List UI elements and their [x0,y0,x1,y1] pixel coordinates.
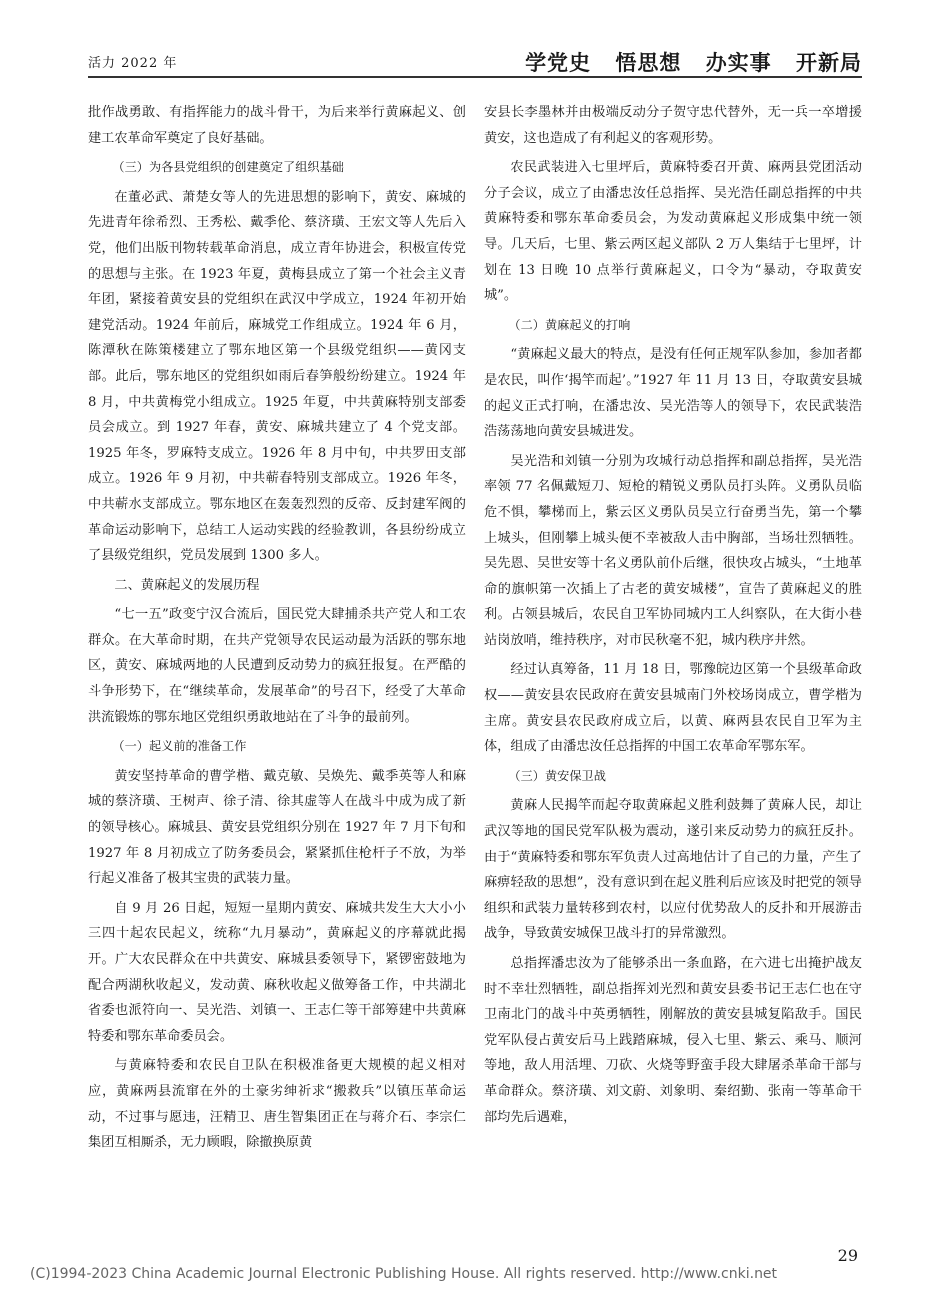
paragraph: 吴光浩和刘镇一分别为攻城行动总指挥和副总指挥，吴光浩率领 77 名佩戴短刀、短枪的精锐义勇队员打头阵。义勇队员临危不惧，攀梯而上，紫云区义勇队员吴立行奋勇当先，第一个攀上城头，但刚攀上城头便不幸被敌人击中胸部，当场壮烈牺牲。吴先恩、吴世安等十名义勇队前仆后继，很快攻占城头，“土地革命的旗帜第一次插上了古老的黄安城楼”，宣告了黄麻起义的胜利。占领县城后，农民自卫军协同城内工人纠察队，在大街小巷站岗放哨，维持秩序，对市民秋毫不犯，城内秩序井然。 [484,453,862,648]
subsection-heading: （三）为各县党组织的创建奠定了组织基础 [112,160,344,175]
paragraph: 黄安坚持革命的曹学楷、戴克敏、吴焕先、戴季英等人和麻城的蔡济璜、王树声、徐子清、徐其虚等人在战斗中成为成了新的领导核心。麻城县、黄安县党组织分别在 1927 年 7 月下旬和 1927 年 8 月初成立了防务委员会，紧紧抓住枪杆子不放，为举行起义准备了极其宝贵的武装力量。 [88,768,466,887]
subsection-heading: （二）黄麻起义的打响 [508,317,631,332]
paragraph: 黄麻人民揭竿而起夺取黄麻起义胜利鼓舞了黄麻人民，却让武汉等地的国民党军队极为震动，遂引来反动势力的疯狂反扑。由于“黄麻特委和鄂东军负责人过高地估计了自己的力量，产生了麻痹轻敌的思想”，没有意识到在起义胜利后应该及时把党的领导组织和武装力量转移到农村，以应付优势敌人的反扑和开展游击战争，导致黄安城保卫战斗打的异常激烈。 [484,798,862,942]
page-number: 29 [837,1246,858,1265]
left-column [88,100,466,1156]
paragraph: 总指挥潘忠汝为了能够杀出一条血路，在六进七出掩护战友时不幸壮烈牺牲，副总指挥刘光烈和黄安县委书记王志仁也在守卫南北门的战斗中英勇牺牲，刚解放的黄安县城复陷敌手。国民党军队侵占黄安后马上践踏麻城，侵入七里、紫云、乘马、顺河等地，敌人用活埋、刀砍、火烧等野蛮手段大肆屠杀革命干部与革命群众。蔡济璜、刘文蔚、刘象明、秦绍勤、张南一等革命干部均先后遇难， [484,956,862,1125]
paragraph: 农民武装进入七里坪后，黄麻特委召开黄、麻两县党团活动分子会议，成立了由潘忠汝任总指挥、吴光浩任副总指挥的中共黄麻特委和鄂东革命委员会，为发动黄麻起义形成集中统一领导。几天后，七里、紫云两区起义部队 2 万人集结于七里坪，计划在 13 日晚 10 点举行黄麻起义，口令为“暴动，夺取黄安城”。 [484,160,862,304]
paragraph: 自 9 月 26 日起，短短一星期内黄安、麻城共发生大大小小三四十起农民起义，统称“九月暴动”，黄麻起义的序幕就此揭开。广大农民群众在中共黄安、麻城县委领导下，紧锣密鼓地为配合两湖秋收起义，发动黄、麻秋收起义做筹备工作，中共湖北省委也派符向一、吴光浩、刘镇一、王志仁等干部筹建中共黄麻特委和鄂东革命委员会。 [88,900,466,1044]
paragraph: 安县长李墨林并由极端反动分子贺守忠代替外，无一兵一卒增援黄安，这也造成了有利起义的客观形势。 [484,105,862,146]
paragraph: 经过认真筹备，11 月 18 日，鄂豫皖边区第一个县级革命政权——黄安县农民政府在黄安县城南门外校场岗成立，曹学楷为主席。黄安县农民政府成立后，以黄、麻两县农民自卫军为主体，组成了由潘忠汝任总指挥的中国工农革命军鄂东军。 [484,662,862,755]
slogan-3: 办实事 [705,51,772,75]
paragraph: 与黄麻特委和农民自卫队在积极准备更大规模的起义相对应，黄麻两县流窜在外的土豪劣绅祈求“搬救兵”以镇压革命运动，不过事与愿违，汪精卫、唐生智集团正在与蒋介石、李宗仁集团互相厮杀，无力顾暇，除撤换原黄 [88,1058,466,1151]
paragraph: 在董必武、萧楚女等人的先进思想的影响下，黄安、麻城的先进青年徐希烈、王秀松、戴季伦、蔡济璜、王宏文等人先后入党，他们出版刊物转载革命消息，成立青年协进会，积极宣传党的思想与主张。在 1923 年夏，黄梅县成立了第一个社会主义青年团，紧接着黄安县的党组织在武汉中学成立，1924 年初开始建党活动。1924 年前后，麻城党工作组成立。1924 年 6 月，陈潭秋在陈策楼建立了鄂东地区第一个县级党组织——黄冈支部。此后，鄂东地区的党组织如雨后春笋般纷纷建立。1924 年 8 月，中共黄梅党小组成立。1925 年夏，中共黄麻特别支部委员会成立。到 1927 年春，黄安、麻城共建立了 4 个党支部。1925 年冬，罗麻特支成立。1926 年 8 月中旬，中共罗田支部成立。1926 年 9 月初，中共蕲春特别支部成立。1926 年冬，中共蕲水支部成立。鄂东地区在轰轰烈烈的反帝、反封建军阀的革命运动影响下，总结工人运动实践的经验教训，各县纷纷成立了县级党组织，党员发展到 1300 多人。 [88,189,466,564]
journal-name: 活力 2022 年 [88,56,178,71]
paragraph: “黄麻起义最大的特点，是没有任何正规军队参加，参加者都是农民，叫作‘揭竿而起’。”1927 年 11 月 13 日，夺取黄安县城的起义正式打响，在潘忠汝、吴光浩等人的领导下，农民武装浩浩荡荡地向黄安县城进发。 [484,347,862,440]
header-slogans [509,47,862,77]
paragraph: 批作战勇敢、有指挥能力的战斗骨干，为后来举行黄麻起义、创建工农革命军奠定了良好基础。 [88,105,466,146]
header-divider [88,76,862,78]
section-heading: 二、黄麻起义的发展历程 [114,577,260,593]
copyright-footer: (C)1994-2023 China Academic Journal Electronic Publishing House. All rights reserved. http://www.cnki.net [30,1266,778,1282]
subsection-heading: （三）黄安保卫战 [508,768,606,783]
slogan-4: 开新局 [796,51,862,75]
right-column [484,100,862,1130]
subsection-heading: （一）起义前的准备工作 [112,739,247,754]
slogan-1: 学党史 [525,51,592,75]
paragraph: “七一五”政变宁汉合流后，国民党大肆捕杀共产党人和工农群众。在大革命时期，在共产党领导农民运动最为活跃的鄂东地区，黄安、麻城两地的人民遭到反动势力的疯狂报复。在严酷的斗争形势下，在“继续革命，发展革命”的号召下，经受了大革命洪流锻炼的鄂东地区党组织勇敢地站在了斗争的最前列。 [88,607,466,725]
slogan-2: 悟思想 [615,51,682,75]
